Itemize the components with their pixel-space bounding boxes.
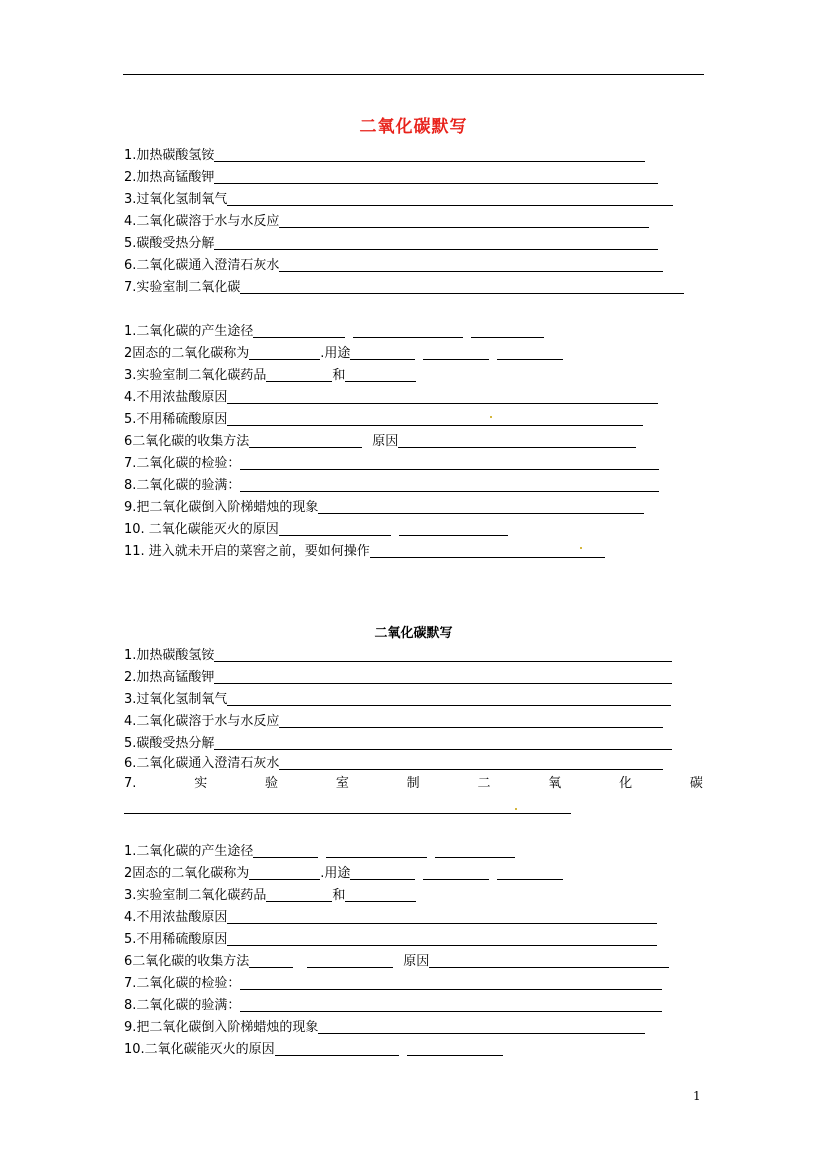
answer-blank[interactable] [227, 693, 671, 706]
reaction-line-6 [124, 254, 663, 274]
reaction-word: 化 [619, 776, 633, 791]
reaction-line-5 [124, 232, 658, 252]
question-line-4 [124, 906, 657, 926]
question-label: 10.二氧化碳能灭火的原因 [124, 1042, 275, 1057]
section-title: 二氧化碳默写 [374, 626, 453, 641]
answer-blank[interactable] [307, 955, 393, 968]
question-label: 9.把二氧化碳倒入阶梯蜡烛的现象 [124, 500, 319, 515]
reaction-label: 1.加热碳酸氢铵 [124, 648, 215, 663]
answer-blank[interactable] [423, 347, 489, 360]
answer-blank[interactable] [266, 889, 332, 902]
answer-blank[interactable] [253, 325, 345, 338]
question-label: 原因 [372, 434, 399, 449]
question-line-10 [124, 1038, 503, 1058]
reaction-word: 7. [124, 776, 137, 791]
ink-speck [580, 547, 582, 549]
answer-blank[interactable] [214, 237, 658, 250]
question-label: 11. 进入就未开启的菜窖之前，要如何操作 [124, 544, 370, 559]
reaction-label: 4.二氧化碳溶于水与水反应 [124, 214, 280, 229]
reaction-line-2 [124, 166, 658, 186]
question-line-6 [124, 430, 636, 450]
answer-blank[interactable] [279, 757, 663, 770]
question-line-5 [124, 408, 643, 428]
question-label: 2固态的二氧化碳称为 [124, 346, 250, 361]
answer-blank[interactable] [318, 1021, 645, 1034]
reaction-label: 4.二氧化碳溶于水与水反应 [124, 714, 280, 729]
question-line-9 [124, 496, 644, 516]
reaction-label: 1.加热碳酸氢铵 [124, 148, 215, 163]
answer-blank[interactable] [423, 867, 489, 880]
question-label: 1.二氧化碳的产生途径 [124, 844, 254, 859]
question-label: .用途 [320, 866, 351, 881]
question-line-5 [124, 928, 657, 948]
reaction-word: 碳 [689, 776, 703, 791]
reaction-label: 7.实验室制二氧化碳 [124, 280, 241, 295]
reaction-line-4 [124, 710, 663, 730]
reaction-line-6 [124, 752, 663, 772]
answer-blank[interactable] [399, 523, 508, 536]
question-label: 8.二氧化碳的验满： [124, 998, 241, 1013]
answer-blank[interactable] [318, 501, 644, 514]
question-line-8 [124, 474, 659, 494]
question-line-11 [124, 540, 605, 560]
reaction-line-1 [124, 144, 645, 164]
answer-blank[interactable] [214, 737, 672, 750]
answer-blank[interactable] [266, 369, 332, 382]
answer-blank[interactable] [214, 171, 658, 184]
reaction-label: 2.加热高锰酸钾 [124, 170, 215, 185]
question-label: 2固态的二氧化碳称为 [124, 866, 250, 881]
reaction-line-2 [124, 666, 672, 686]
question-label: 8.二氧化碳的验满： [124, 478, 241, 493]
answer-blank[interactable] [279, 215, 649, 228]
question-line-6 [124, 950, 669, 970]
reaction-word: 二 [477, 776, 491, 791]
question-line-2 [124, 342, 563, 362]
question-line-9 [124, 1016, 645, 1036]
question-line-1 [124, 320, 544, 340]
answer-blank[interactable] [429, 955, 669, 968]
answer-blank[interactable] [370, 545, 605, 558]
answer-blank[interactable] [435, 845, 515, 858]
reaction-word: 制 [406, 776, 420, 791]
answer-blank[interactable] [227, 391, 658, 404]
answer-blank[interactable] [214, 649, 672, 662]
answer-blank[interactable] [249, 435, 362, 448]
question-label: 3.实验室制二氧化碳药品 [124, 368, 267, 383]
answer-blank[interactable] [240, 977, 662, 990]
question-line-8 [124, 994, 662, 1014]
ink-speck [490, 416, 492, 418]
answer-blank[interactable] [214, 149, 645, 162]
header-rule [123, 74, 704, 75]
reaction-word: 实 [194, 776, 208, 791]
ink-speck [515, 808, 517, 810]
reaction-line-7-continued [124, 796, 571, 816]
answer-blank[interactable] [275, 1043, 399, 1056]
question-line-4 [124, 386, 658, 406]
reaction-label: 5.碳酸受热分解 [124, 736, 215, 751]
answer-blank[interactable] [249, 955, 293, 968]
answer-blank[interactable] [353, 325, 463, 338]
question-label: 5.不用稀硫酸原因 [124, 932, 228, 947]
reaction-line-3 [124, 688, 671, 708]
answer-blank[interactable] [240, 457, 659, 470]
answer-blank[interactable] [326, 845, 427, 858]
question-line-1 [124, 840, 515, 860]
question-label: 6二氧化碳的收集方法 [124, 954, 250, 969]
reaction-label: 5.碳酸受热分解 [124, 236, 215, 251]
answer-blank[interactable] [279, 523, 391, 536]
answer-blank[interactable] [253, 845, 318, 858]
answer-blank[interactable] [124, 801, 571, 814]
question-label: 5.不用稀硫酸原因 [124, 412, 228, 427]
question-label: 和 [332, 368, 346, 383]
answer-blank[interactable] [279, 715, 663, 728]
reaction-line-7 [124, 276, 684, 296]
answer-blank[interactable] [240, 479, 659, 492]
answer-blank[interactable] [497, 867, 563, 880]
question-label: 和 [332, 888, 346, 903]
question-label: 6二氧化碳的收集方法 [124, 434, 250, 449]
answer-blank[interactable] [350, 867, 415, 880]
answer-blank[interactable] [249, 347, 320, 360]
reaction-word: 氧 [548, 776, 562, 791]
answer-blank[interactable] [471, 325, 544, 338]
answer-blank[interactable] [345, 889, 416, 902]
page-number: 1 [693, 1089, 701, 1103]
reaction-label: 6.二氧化碳通入澄清石灰水 [124, 258, 280, 273]
reaction-word: 室 [335, 776, 349, 791]
question-label: 1.二氧化碳的产生途径 [124, 324, 254, 339]
reaction-label: 2.加热高锰酸钾 [124, 670, 215, 685]
question-label: 10. 二氧化碳能灭火的原因 [124, 522, 279, 537]
answer-blank[interactable] [497, 347, 563, 360]
question-line-7 [124, 452, 659, 472]
answer-blank[interactable] [249, 867, 320, 880]
reaction-line-5 [124, 732, 672, 752]
answer-blank[interactable] [345, 369, 416, 382]
answer-blank[interactable] [240, 281, 684, 294]
answer-blank[interactable] [227, 911, 657, 924]
answer-blank[interactable] [227, 933, 657, 946]
answer-blank[interactable] [407, 1043, 503, 1056]
question-line-7 [124, 972, 662, 992]
question-line-3 [124, 884, 416, 904]
question-label: 4.不用浓盐酸原因 [124, 910, 228, 925]
answer-blank[interactable] [240, 999, 662, 1012]
reaction-word: 验 [265, 776, 279, 791]
question-label: 3.实验室制二氧化碳药品 [124, 888, 267, 903]
reaction-line-3 [124, 188, 673, 208]
reaction-label: 3.过氧化氢制氧气 [124, 692, 228, 707]
question-label: 7.二氧化碳的检验： [124, 456, 241, 471]
answer-blank[interactable] [350, 347, 415, 360]
reaction-label: 3.过氧化氢制氧气 [124, 192, 228, 207]
question-line-3 [124, 364, 416, 384]
page-title: 二氧化碳默写 [359, 117, 468, 137]
answer-blank[interactable] [227, 413, 643, 426]
question-label: .用途 [320, 346, 351, 361]
question-line-10 [124, 518, 508, 538]
reaction-line-1 [124, 644, 672, 664]
reaction-label: 6.二氧化碳通入澄清石灰水 [124, 756, 280, 771]
question-label: 7.二氧化碳的检验： [124, 976, 241, 991]
question-label: 原因 [403, 954, 430, 969]
reaction-line-4 [124, 210, 649, 230]
answer-blank[interactable] [214, 671, 672, 684]
reaction-line-7 [124, 772, 703, 792]
answer-blank[interactable] [227, 193, 673, 206]
answer-blank[interactable] [398, 435, 636, 448]
question-line-2 [124, 862, 563, 882]
question-label: 9.把二氧化碳倒入阶梯蜡烛的现象 [124, 1020, 319, 1035]
answer-blank[interactable] [279, 259, 663, 272]
question-label: 4.不用浓盐酸原因 [124, 390, 228, 405]
